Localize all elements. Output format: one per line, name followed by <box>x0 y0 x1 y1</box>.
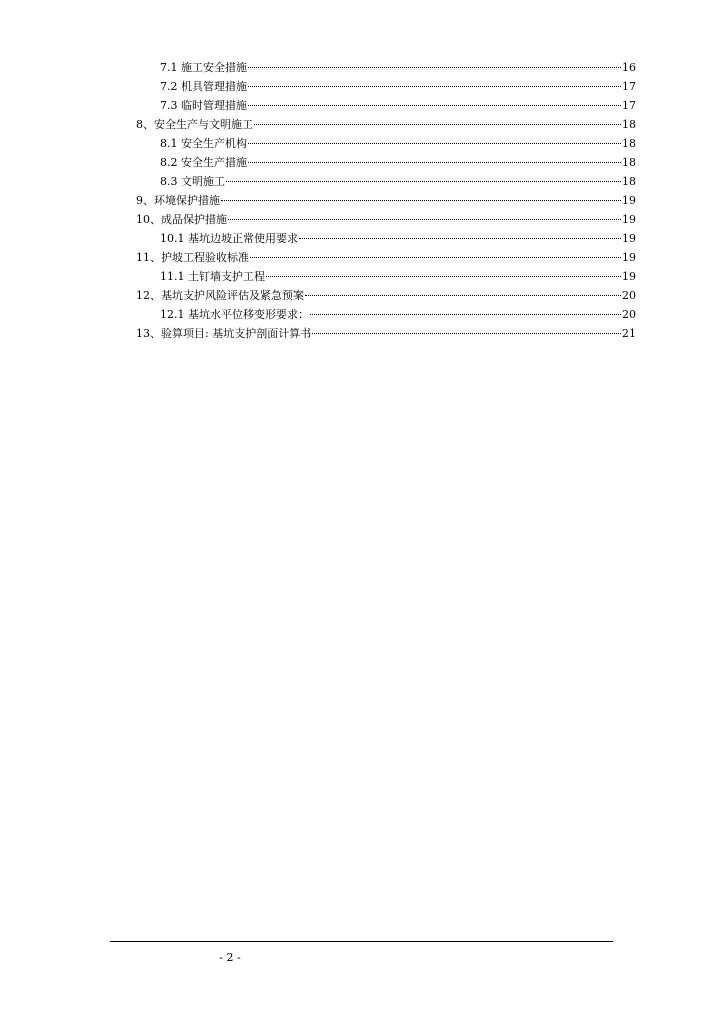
toc-entry-page: 20 <box>622 308 636 321</box>
toc-entry[interactable] <box>136 267 636 286</box>
toc-entry-title: 9、环境保护措施 <box>136 194 220 207</box>
toc-entry[interactable] <box>136 77 636 96</box>
toc-entry-page: 17 <box>622 80 636 93</box>
toc-dot-leader <box>228 219 621 220</box>
toc-entry-page: 19 <box>622 251 636 264</box>
toc-entry[interactable] <box>136 248 636 267</box>
toc-entry-title: 8、安全生产与文明施工 <box>136 118 253 131</box>
toc-entry-title: 8.2 安全生产措施 <box>160 156 247 169</box>
toc-dot-leader <box>312 333 621 334</box>
toc-entry-title: 12.1 基坑水平位移变形要求： <box>160 308 309 321</box>
toc-dot-leader <box>250 257 621 258</box>
toc-entry-title: 12、基坑支护风险评估及紧急预案 <box>136 289 304 302</box>
toc-entry-page: 16 <box>622 61 636 74</box>
toc-dot-leader <box>254 124 621 125</box>
toc-entry[interactable] <box>136 324 636 343</box>
toc-dot-leader <box>305 295 621 296</box>
toc-entry-title: 7.3 临时管理措施 <box>160 99 247 112</box>
table-of-contents <box>136 58 636 343</box>
toc-entry[interactable] <box>136 58 636 77</box>
toc-dot-leader <box>266 276 621 277</box>
toc-entry-page: 20 <box>622 289 636 302</box>
toc-entry[interactable] <box>136 229 636 248</box>
toc-dot-leader <box>299 238 621 239</box>
toc-dot-leader <box>221 200 621 201</box>
toc-dot-leader <box>226 181 621 182</box>
toc-entry[interactable] <box>136 153 636 172</box>
toc-entry-page: 19 <box>622 194 636 207</box>
toc-entry-page: 19 <box>622 213 636 226</box>
toc-entry-title: 7.1 施工安全措施 <box>160 61 247 74</box>
footer-divider <box>110 941 613 942</box>
toc-entry-title: 13、验算项目: 基坑支护剖面计算书 <box>136 327 312 340</box>
toc-dot-leader <box>248 105 621 106</box>
toc-entry-title: 10、成品保护措施 <box>136 213 227 226</box>
toc-dot-leader <box>310 314 621 315</box>
toc-entry-page: 17 <box>622 99 636 112</box>
toc-entry[interactable] <box>136 172 636 191</box>
toc-entry-page: 18 <box>622 175 636 188</box>
toc-entry-title: 8.1 安全生产机构 <box>160 137 247 150</box>
toc-entry-title: 8.3 文明施工 <box>160 175 225 188</box>
toc-entry[interactable] <box>136 191 636 210</box>
toc-entry-page: 19 <box>622 270 636 283</box>
toc-entry[interactable] <box>136 96 636 115</box>
toc-entry-title: 11、护坡工程验收标准 <box>136 251 249 264</box>
toc-entry-page: 19 <box>622 232 636 245</box>
page-number: - 2 - <box>219 951 241 964</box>
toc-dot-leader <box>248 162 621 163</box>
toc-entry[interactable] <box>136 210 636 229</box>
toc-dot-leader <box>248 143 621 144</box>
toc-dot-leader <box>248 86 621 87</box>
toc-entry-page: 18 <box>622 118 636 131</box>
toc-entry-title: 11.1 土钉墙支护工程 <box>160 270 265 283</box>
toc-entry-page: 18 <box>622 156 636 169</box>
toc-entry-page: 21 <box>622 327 636 340</box>
toc-dot-leader <box>248 67 621 68</box>
toc-entry[interactable] <box>136 286 636 305</box>
toc-entry[interactable] <box>136 115 636 134</box>
toc-entry[interactable] <box>136 305 636 324</box>
toc-entry[interactable] <box>136 134 636 153</box>
toc-entry-page: 18 <box>622 137 636 150</box>
toc-entry-title: 10.1 基坑边坡正常使用要求 <box>160 232 298 245</box>
toc-entry-title: 7.2 机具管理措施 <box>160 80 247 93</box>
